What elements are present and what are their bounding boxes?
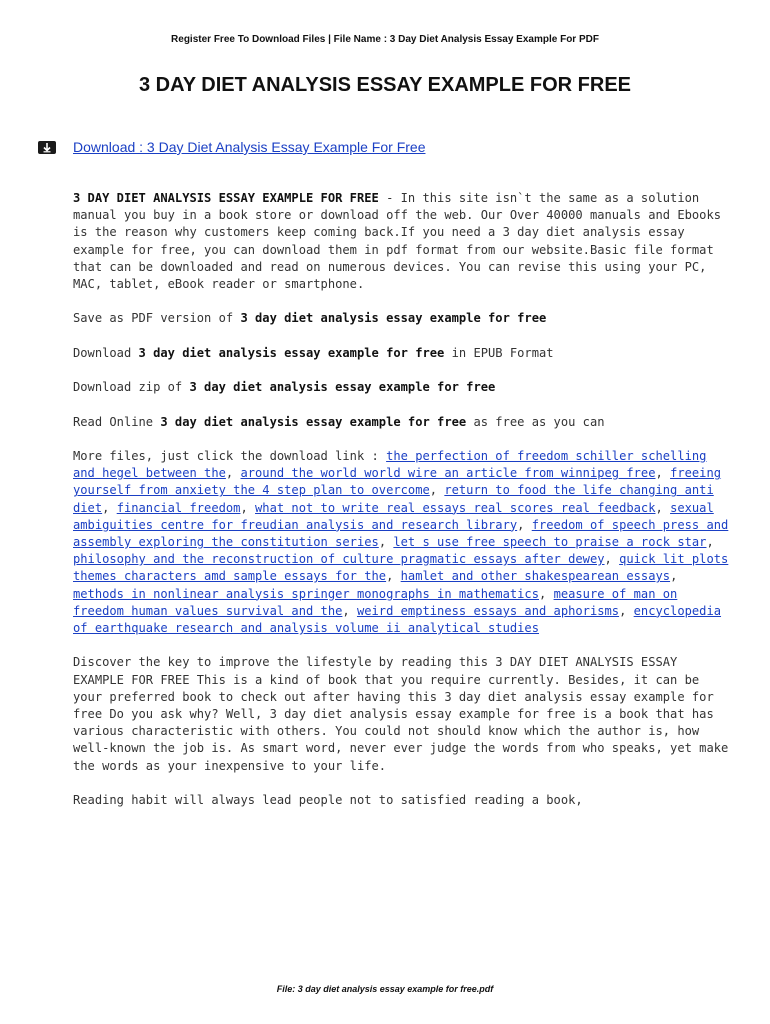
- page-footer: File: 3 day diet analysis essay example for free.pdf: [276, 984, 494, 994]
- more-files-prefix: More files, just click the download link :: [73, 448, 387, 463]
- more-files-link[interactable]: let s use free speech to praise a rock star: [393, 534, 707, 549]
- reading-habit-paragraph: Reading habit will always lead people not to satisfied reading a book,: [73, 793, 583, 807]
- read-online-bold: 3 day diet analysis essay example for free: [160, 414, 467, 429]
- read-online-prefix: Read Online: [73, 414, 161, 429]
- intro-bold-title: 3 DAY DIET ANALYSIS ESSAY EXAMPLE FOR FREE: [73, 191, 379, 205]
- link-separator: ,: [619, 603, 634, 618]
- link-separator: ,: [240, 500, 256, 515]
- download-link[interactable]: Download : 3 Day Diet Analysis Essay Example For Free: [73, 139, 426, 155]
- save-pdf-line: [73, 310, 735, 327]
- link-separator: ,: [655, 500, 671, 515]
- document-body: [73, 190, 735, 826]
- link-separator: ,: [378, 534, 394, 549]
- more-files-link[interactable]: encyclopedia of earthquake research and analysis volume ii analytical studies: [73, 603, 722, 635]
- link-separator: ,: [386, 569, 401, 584]
- more-files-link[interactable]: hamlet and other shakespearean essays: [400, 569, 671, 584]
- more-files-link[interactable]: financial freedom: [116, 500, 241, 515]
- zip-line: [73, 379, 735, 396]
- epub-bold: 3 day diet analysis essay example for free: [138, 345, 445, 360]
- intro-text: - In this site isn`t the same as a solution manual you buy in a book store or download off the web. Our Over 40000 manuals and Ebooks is the reason why customers keep coming back.If you need a 3 day diet analysis essay example for free, you can download them in pdf format from our website.Basic file format that can be downloaded and read on numerous devices. You can revise this using your PC, MAC, tablet, eBook reader or smartphone.: [73, 191, 722, 292]
- more-files-paragraph: [73, 448, 735, 637]
- link-separator: ,: [539, 586, 554, 601]
- zip-prefix: Download zip of: [73, 380, 190, 395]
- more-files-link[interactable]: measure of man on freedom human values survival and the: [73, 586, 678, 618]
- epub-prefix: Download: [73, 345, 139, 360]
- more-files-link[interactable]: freedom of speech press and assembly exploring the constitution series: [73, 517, 729, 549]
- more-files-link[interactable]: sexual ambiguities centre for freudian analysis and research library: [73, 500, 714, 532]
- link-separator: ,: [655, 466, 671, 481]
- save-pdf-prefix: Save as PDF version of: [73, 311, 241, 326]
- more-files-link[interactable]: quick lit plots themes characters amd sample essays for the: [73, 552, 729, 584]
- link-separator: ,: [102, 500, 117, 515]
- epub-line: [73, 345, 735, 362]
- link-separator: ,: [604, 552, 620, 567]
- more-files-link[interactable]: weird emptiness essays and aphorisms: [356, 603, 620, 618]
- save-pdf-bold: 3 day diet analysis essay example for free: [240, 311, 547, 326]
- more-files-link[interactable]: philosophy and the reconstruction of culture pragmatic essays after dewey: [73, 552, 605, 567]
- more-files-link[interactable]: what not to write real essays real scores real feedback: [255, 500, 656, 515]
- more-files-link[interactable]: freeing yourself from anxiety the 4 step plan to overcome: [73, 466, 722, 498]
- read-online-line: [73, 414, 735, 431]
- download-arrow-icon[interactable]: [38, 141, 56, 154]
- more-files-link[interactable]: the perfection of freedom schiller schelling and hegel between the: [73, 448, 707, 481]
- discover-paragraph: Discover the key to improve the lifestyle by reading this 3 DAY DIET ANALYSIS ESSAY EXAMPLE FOR FREE This is a kind of book that you require currently. Besides, it can be your preferred book to check out after having this 3 day diet analysis essay example for free Do you ask why? Well, 3 day diet analysis essay example for free is a book that has various characteristic with others. You could not should know which the author is, how well-known the job is. As smart word, never ever judge the words from who speaks, yet make the words as your inexpensive to your life.: [73, 655, 729, 773]
- zip-bold: 3 day diet analysis essay example for free: [189, 380, 496, 395]
- link-separator: ,: [706, 534, 714, 549]
- intro-paragraph: [73, 190, 735, 293]
- page-header-line: Register Free To Download Files | File Name : 3 Day Diet Analysis Essay Example For PDF: [171, 34, 599, 45]
- link-separator: ,: [429, 483, 445, 498]
- link-separator: ,: [670, 569, 678, 584]
- page-title: 3 DAY DIET ANALYSIS ESSAY EXAMPLE FOR FREE: [139, 74, 631, 96]
- more-files-link[interactable]: methods in nonlinear analysis springer monographs in mathematics: [73, 586, 539, 601]
- epub-suffix: in EPUB Format: [444, 345, 554, 360]
- link-separator: ,: [225, 466, 241, 481]
- more-files-link[interactable]: around the world world wire an article from winnipeg free: [240, 466, 656, 481]
- link-separator: ,: [517, 517, 532, 532]
- read-online-suffix: as free as you can: [466, 414, 605, 429]
- link-separator: ,: [342, 603, 357, 618]
- more-files-link[interactable]: return to food the life changing anti diet: [73, 483, 714, 515]
